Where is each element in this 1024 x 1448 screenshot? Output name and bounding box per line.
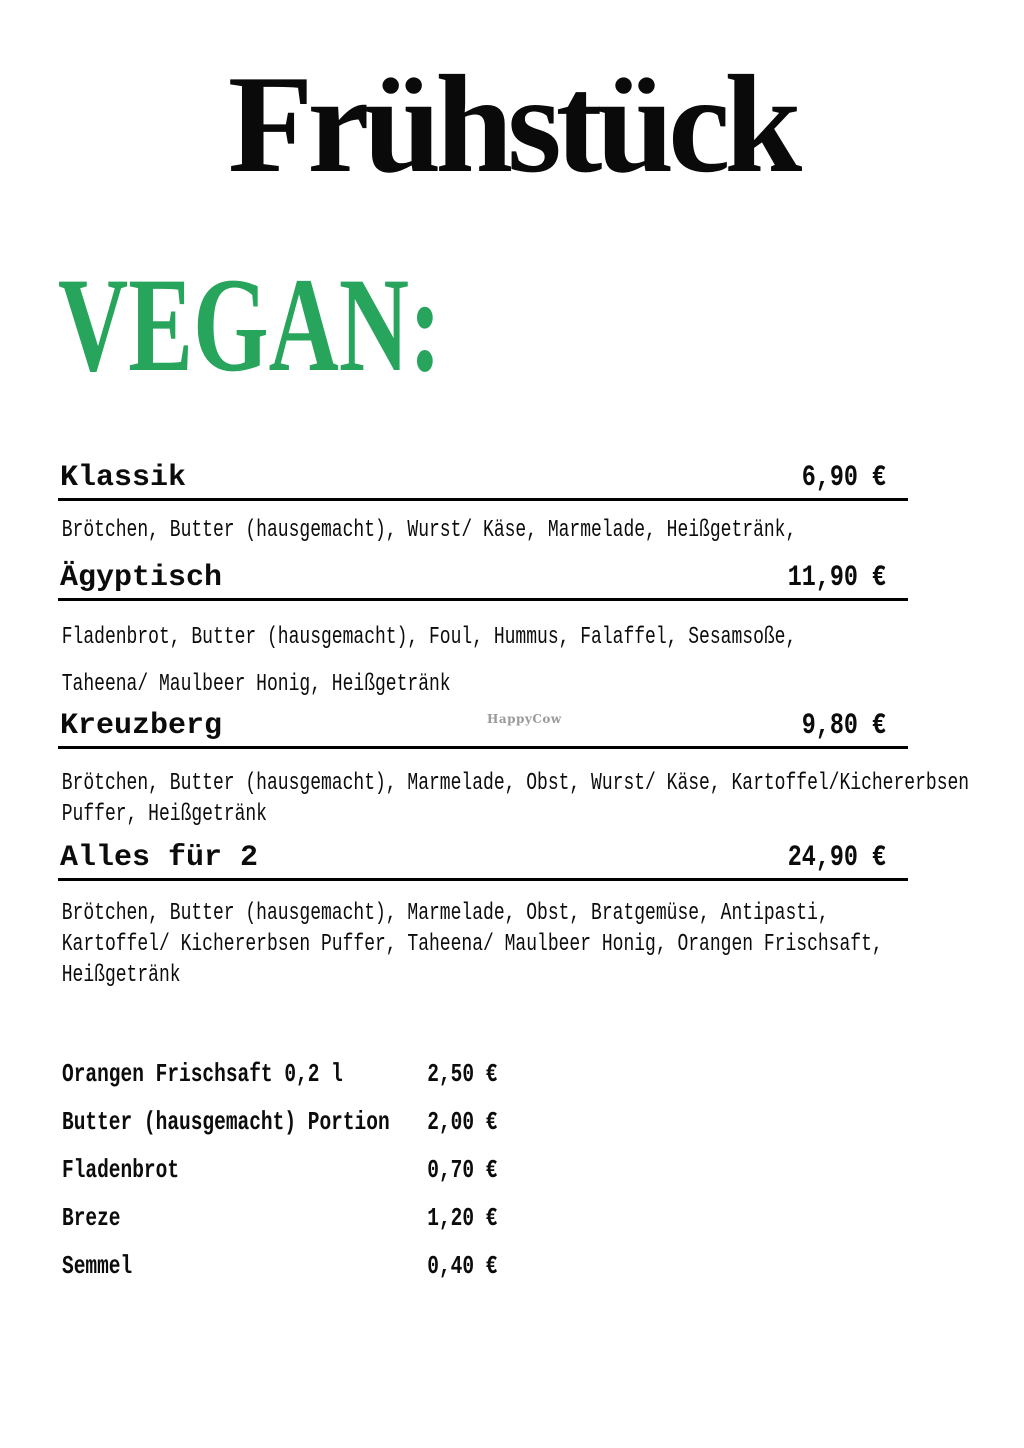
section-alles-fuer-2 — [58, 840, 908, 881]
description-line: Puffer, Heißgetränk — [61, 801, 267, 828]
extra-item — [62, 1200, 737, 1236]
item-label: Semmel — [62, 1251, 133, 1281]
item-label: Orangen Frischsaft 0,2 l — [62, 1059, 343, 1089]
section-klassik — [58, 460, 908, 501]
item-label: Breze — [62, 1203, 121, 1233]
section-header — [58, 840, 908, 881]
section-price: 6,90 € — [801, 461, 886, 495]
page-title: Frühstück — [227, 47, 797, 202]
section-price: 11,90 € — [787, 561, 886, 595]
section-header — [58, 560, 908, 601]
item-price: 0,70 € — [427, 1155, 498, 1185]
description-line: Brötchen, Butter (hausgemacht), Wurst/ Käse, Marmelade, Heißgetränk, — [61, 517, 797, 544]
section-kreuzberg — [58, 708, 908, 749]
section-name: Ägyptisch — [60, 561, 223, 595]
description-line: Taheena/ Maulbeer Honig, Heißgetränk — [61, 671, 451, 698]
happycow-watermark: HappyCow — [487, 712, 562, 726]
description-line: Kartoffel/ Kichererbsen Puffer, Taheena/ Maulbeer Honig, Orangen Frischsaft, — [61, 931, 883, 958]
description-line: Brötchen, Butter (hausgemacht), Marmelade, Obst, Bratgemüse, Antipasti, — [61, 900, 829, 927]
section-description — [58, 768, 1024, 830]
extra-item — [62, 1104, 737, 1140]
section-description — [58, 515, 1024, 546]
section-name: Alles für 2 — [60, 841, 259, 875]
description-line: Fladenbrot, Butter (hausgemacht), Foul, Hummus, Falaffel, Sesamsoße, — [61, 624, 797, 651]
item-label: Butter (hausgemacht) Portion — [62, 1107, 390, 1137]
item-price: 2,00 € — [427, 1107, 498, 1137]
section-aegyptisch — [58, 560, 908, 601]
extra-item — [62, 1152, 737, 1188]
item-price: 2,50 € — [427, 1059, 498, 1089]
section-name: Kreuzberg — [60, 709, 223, 743]
vegan-heading: VEGAN: — [58, 251, 442, 400]
section-header — [58, 708, 908, 749]
extra-item — [62, 1248, 737, 1284]
item-price: 0,40 € — [427, 1251, 498, 1281]
section-price: 24,90 € — [787, 841, 886, 875]
item-price: 1,20 € — [427, 1203, 498, 1233]
section-price: 9,80 € — [801, 709, 886, 743]
description-line: Brötchen, Butter (hausgemacht), Marmelade, Obst, Wurst/ Käse, Kartoffel/Kichererbsen — [61, 770, 970, 797]
section-name: Klassik — [60, 461, 187, 495]
item-label: Fladenbrot — [62, 1155, 180, 1185]
extra-item — [62, 1056, 737, 1092]
description-line: Heißgetränk — [61, 962, 181, 989]
section-description — [58, 898, 1024, 991]
section-header — [58, 460, 908, 501]
section-description — [58, 614, 1024, 708]
